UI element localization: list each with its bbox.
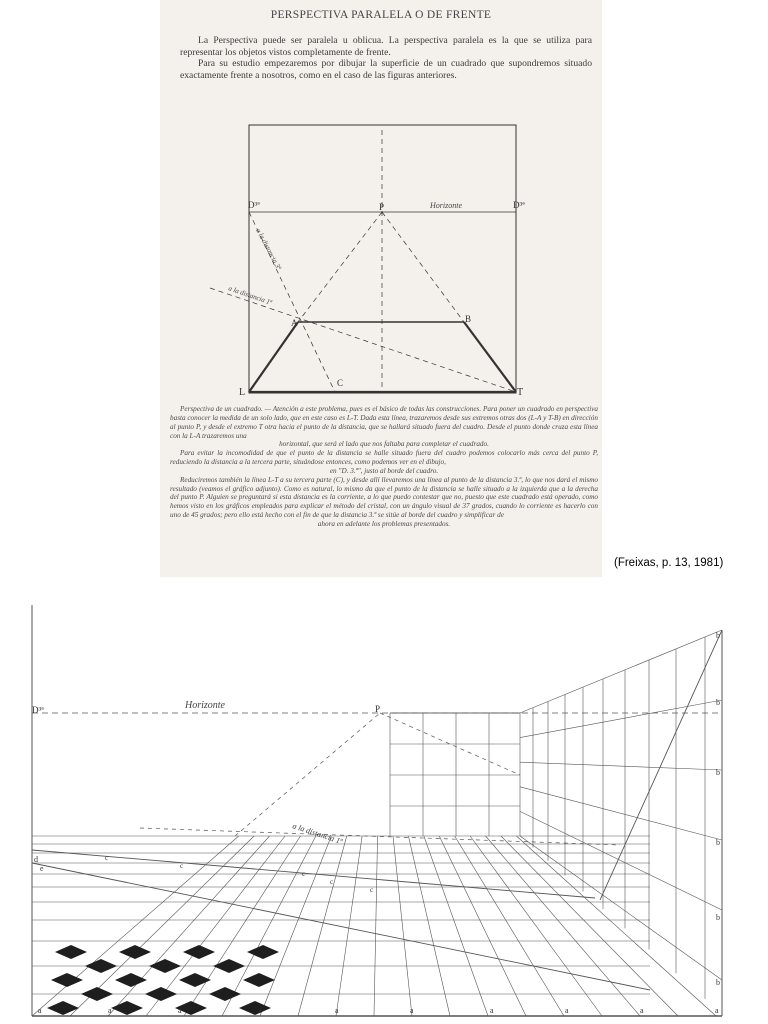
label-d3: D³ª	[32, 705, 44, 715]
label-distancia-1-bottom: a la distancia 1ª	[291, 821, 344, 846]
room-perspective-drawing	[0, 600, 768, 1024]
line-la	[249, 322, 298, 392]
label-a: A	[291, 318, 298, 328]
label-b-mark: b	[716, 768, 720, 777]
page-title: PERSPECTIVA PARALELA O DE FRENTE	[270, 9, 492, 21]
label-d3-left: D³ª	[248, 200, 260, 210]
label-a-mark: a	[410, 1006, 414, 1015]
caption-paragraph-1-end: horizontal, que será el lado que nos faltaba para completar el cuadrado.	[279, 440, 489, 449]
book-page-scan	[160, 0, 602, 577]
label-a-mark: a	[108, 1006, 112, 1015]
label-a-mark: a	[178, 1006, 182, 1015]
label-d3-right: D³ª	[513, 200, 525, 210]
caption-paragraph-2-end: en "D. 3.ª", justo al borde del cuadro.	[329, 466, 439, 475]
caption-paragraph-1: Perspectiva de un cuadrado. — Atención a este problema, pues es el básico de todas las construcciones. Para poner un cuadrado en perspectiva basta conocer la medida de un solo lado, que en este caso es L-T. Dada esta línea, trazaremos desde sus extremos otras dos (L-A y T-B) en dirección al punto P, y desde el extremo T otra hacia el punto de la distancia, que se hallará situado fuera del cuadro. Desde el punto donde cruza esta línea con la L-A trazaremos una	[170, 405, 598, 440]
label-b-mark: b	[716, 838, 720, 847]
label-c-mark: c	[105, 854, 109, 862]
label-t: T	[517, 387, 524, 398]
label-e-mark: e	[40, 864, 44, 873]
caption-paragraph-3: Reduciremos también la línea L-T a su tercera parte (C), y desde allí llevaremos una línea al punto de la distancia 3.ª, lo que nos dará el mismo resultado (veamos el gráfico adjunto). Como es natural, lo mismo da que el punto de la distancia se halle situado a la izquierda que a la derecha del punto P. Alguien se preguntará si esta distancia es la corriente, a lo que puedo contestar que no, puesto que este cuadrado está operado, como hemos visto en los gráficos empleados para explicar el método del cristal, con un ángulo visual de 37 grados, cuando lo corriente es hacerlo con uno de 45 grados; pero ello está hecho con el fin de que la distancia 3.ª se sitúe al borde del cuadro y simplificar de	[170, 475, 598, 520]
label-c-mark: c	[180, 862, 184, 870]
label-distancia-3: a la distancia 3ª	[254, 227, 283, 271]
label-c: C	[337, 378, 344, 388]
label-c-mark: c	[302, 870, 306, 878]
label-b-mark: b	[716, 978, 720, 987]
label-a-mark: a	[38, 1006, 42, 1015]
picture-frame	[249, 125, 516, 393]
label-b-mark: b	[716, 913, 720, 922]
label-c-mark: c	[370, 886, 374, 894]
line-tb	[464, 322, 516, 392]
label-a-mark: a	[715, 1006, 719, 1015]
citation: (Freixas, p. 13, 1981)	[614, 557, 724, 569]
figure-caption	[170, 405, 598, 529]
label-b-mark: b	[716, 631, 720, 640]
intro-paragraph-1: La Perspectiva puede ser paralela u oblicua. La perspectiva paralela es la que se utiliza para representar los objetos vistos completamente de frente.	[180, 35, 592, 58]
label-l: L	[239, 387, 246, 398]
label-a-mark: a	[258, 1006, 262, 1015]
caption-paragraph-3-end: ahora en adelante los problemas presentados.	[317, 519, 451, 528]
label-b-mark: b	[716, 698, 720, 707]
label-p: P	[379, 202, 385, 212]
label-a-mark: a	[640, 1006, 644, 1015]
label-c-mark: c	[330, 878, 334, 886]
label-p-bottom: P	[375, 704, 381, 714]
label-a-mark: a	[335, 1006, 339, 1015]
label-a-mark: a	[490, 1006, 494, 1015]
label-horizonte-bottom: Horizonte	[185, 700, 225, 711]
caption-paragraph-2: Para evitar la incomodidad de que el punto de la distancia se halle situado fuera del cuadro podemos colocarlo más cerca del punto P, reduciendo la distancia a la tercera parte, situándose entonces, como podemos ver en el dibujo,	[170, 449, 598, 467]
label-a-mark: a	[565, 1006, 569, 1015]
intro-paragraph-2: Para su estudio empezaremos por dibujar la superficie de un cuadrado que supondremos situado exactamente frente a nosotros, como en el caso de las figuras anteriores.	[180, 58, 592, 81]
label-horizonte: Horizonte	[430, 201, 462, 210]
label-d-mark: d	[34, 855, 38, 864]
label-distancia-1: a la distancia 1ª	[227, 284, 273, 307]
label-b: B	[465, 314, 472, 324]
